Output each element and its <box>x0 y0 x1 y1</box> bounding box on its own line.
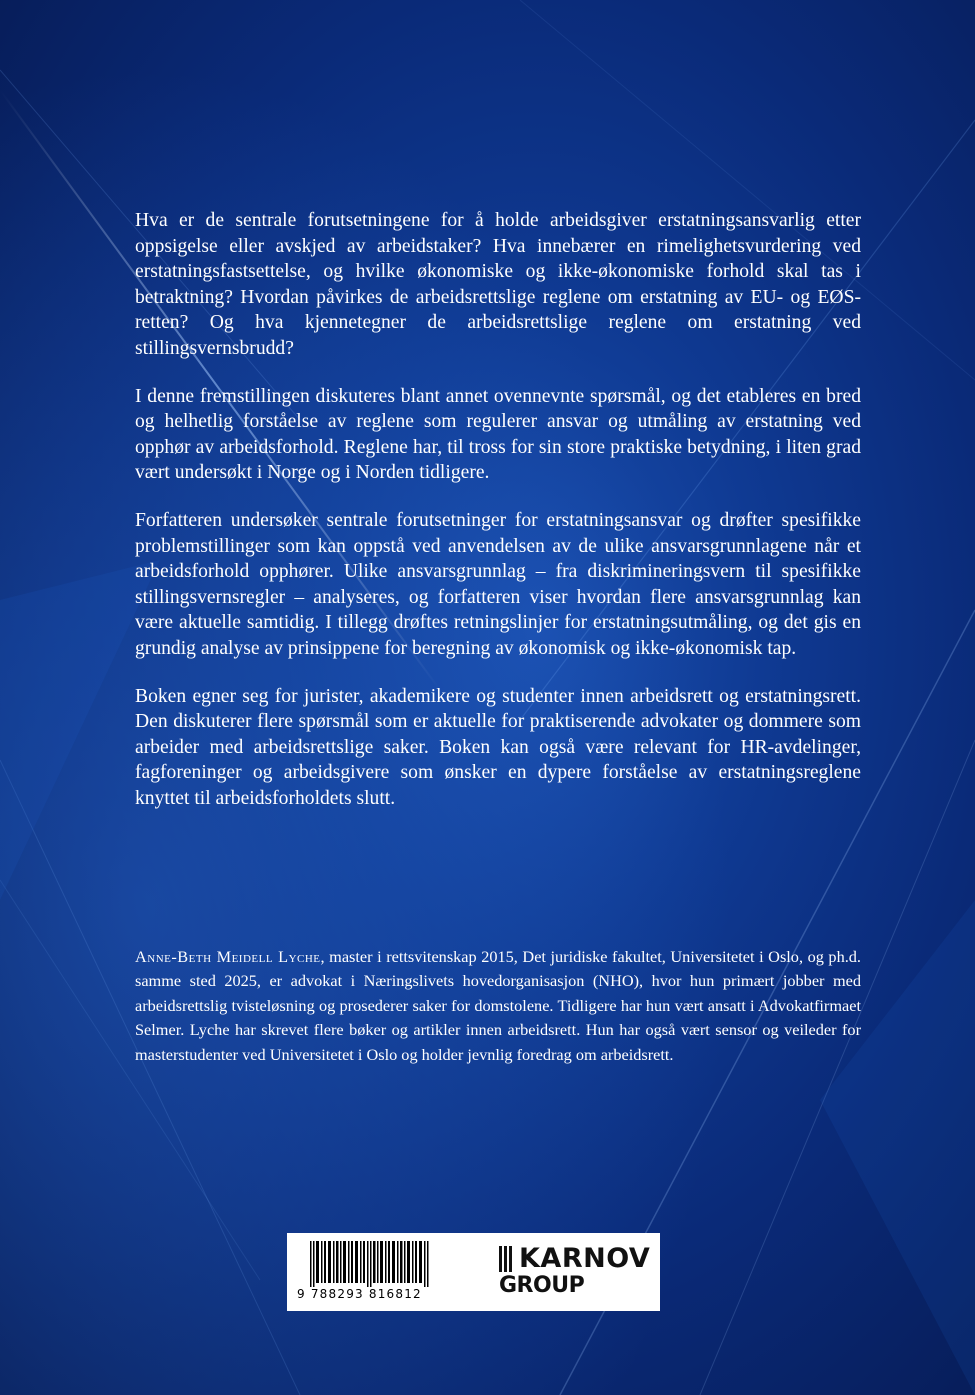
description-paragraph-2: I denne fremstillingen diskuteres blant annet ovennevnte spørsmål, og det etableres en bred og helhetlig forståelse av reglene som regulerer ansvar og utmåling av erstatning ved opphør av arbeidsforhold. Reglene har, til tross for sin store praktiske betydning, i liten grad vært undersøkt i Norge og i Norden tidligere. <box>135 385 861 484</box>
description-paragraph-4: Boken egner seg for jurister, akademikere og studenter innen arbeidsrett og erstatningsrett. Den diskuterer flere spørsmål som er aktuelle for praktiserende advokater og dommere som arbeider med arbeidsrettslige saker. Boken kan også være relevant for HR-avdelinger, fagforeninger og arbeidsgivere som ønsker en dypere forståelse av erstatningsreglene knyttet til arbeidsforholdets slutt. <box>135 685 861 809</box>
barcode-box <box>287 1233 660 1311</box>
author-bio <box>135 945 861 1067</box>
publisher-name: KARNOV <box>519 1243 651 1274</box>
publisher-group: GROUP <box>499 1273 585 1298</box>
description-paragraph-3: Forfatteren undersøker sentrale forutsetninger for erstatningsansvar og drøfter spesifikke problemstillinger som kan oppstå ved anvendelsen av de ulike ansvarsgrunnlagene når et arbeidsforhold opphører. Ulike ansvarsgrunnlag – fra diskrimineringsvern til spesifikke stillingsvernsregler – analyseres, og forfatteren viser hvordan flere ansvarsgrunnlag kan være aktuelle samtidig. I tillegg drøftes retningslinjer for erstatningsutmåling, og det gis en grundig analyse av prinsippene for beregning av økonomisk og ikke-økonomisk tap. <box>135 509 861 659</box>
barcode-image <box>300 1241 450 1287</box>
author-bio-text: , master i rettsvitenskap 2015, Det juridiske fakultet, Universitetet i Oslo, og ph.d. samme sted 2025, er advokat i Næringslivets hovedorganisasjon (NHO), hvor hun primært jobber med arbeidsrettslig tvisteløsning og prosederer saker for domstolene. Tidligere har hun vært ansatt i Advokatfirmaet Selmer. Lyche har skrevet flere bøker og artikler innen arbeidsrett. Hun har også vært sensor og veileder for masterstudenter ved Universitetet i Oslo og holder jevnlig foredrag om arbeidsrett. <box>135 947 861 1064</box>
karnov-bars-icon <box>499 1246 517 1272</box>
author-name: Anne-Beth Meidell Lyche <box>135 947 321 966</box>
description-text <box>135 208 861 833</box>
description-paragraph-1: Hva er de sentrale forutsetningene for å holde arbeidsgiver erstatningsansvarlig etter oppsigelse eller avskjed av arbeidstaker? Hva innebærer en rimelighetsvurdering ved erstatningsfastsettelse, og hvilke økonomiske og ikke-økonomiske forhold skal tas i betraktning? Hvordan påvirkes de arbeidsrettslige reglene om erstatning av EU- og EØS-retten? Og hva kjennetegner de arbeidsrettslige reglene om erstatning ved stillingsvernsbrudd? <box>135 210 861 359</box>
isbn-number: 9 788293 816812 <box>297 1287 422 1301</box>
publisher-logo <box>499 1243 651 1303</box>
